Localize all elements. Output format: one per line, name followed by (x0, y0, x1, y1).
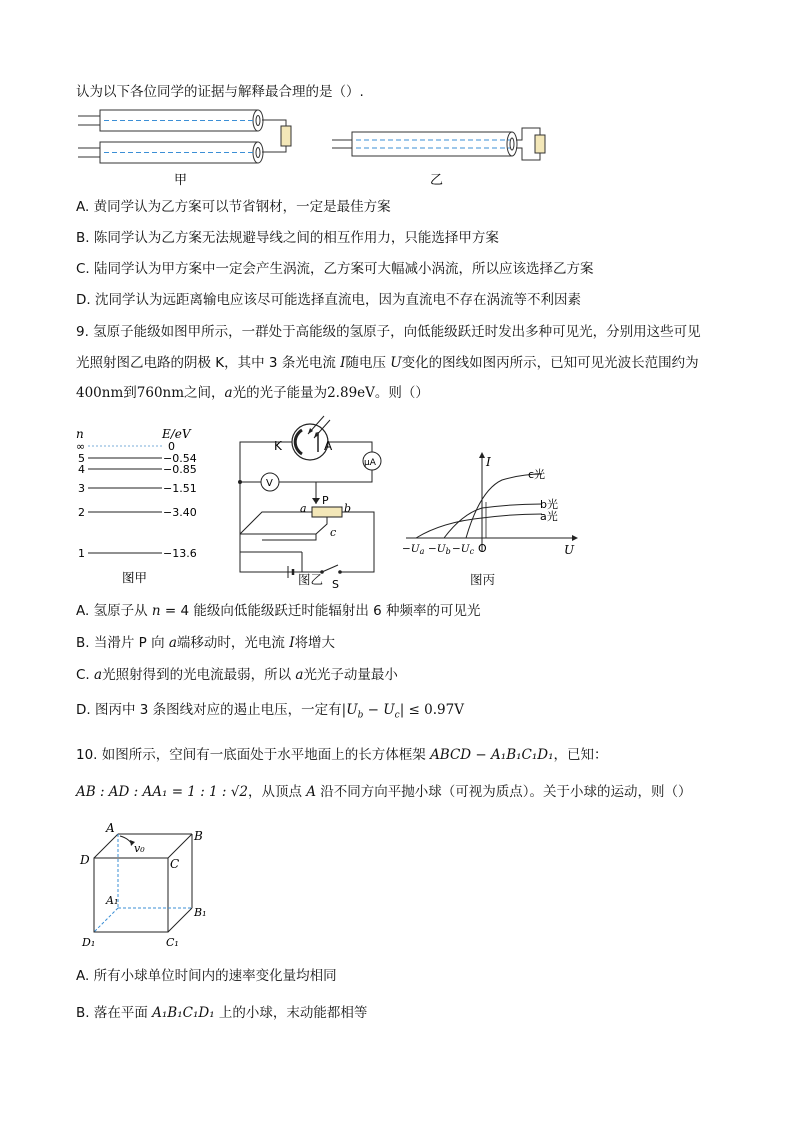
label-B1: B₁ (194, 906, 207, 919)
q10-option-b (76, 1003, 367, 1023)
q9-wavelength-max: 760nm (136, 385, 185, 401)
level-e-inf: 0 (168, 440, 175, 453)
q10-line1-part: ，已知： (553, 747, 608, 763)
switch-S (322, 565, 338, 572)
q10-line1-part: 10. 如图所示，空间有一底面处于水平地面上的长方体框架 (76, 747, 431, 763)
q10-line2-part: 沿不同方向平抛小球（可视为质点）。关于小球的运动，则（） (316, 784, 692, 800)
q9-optB-a: a (168, 635, 177, 651)
label-C1: C₁ (166, 936, 179, 949)
origin-O: O (478, 542, 487, 555)
q9-optC-part: 光照射得到的光电流最弱，所以 (102, 667, 296, 683)
tick-Uc: −Uc (452, 543, 475, 556)
q8-figure-jia (74, 104, 314, 188)
q9-optC-part: C. (76, 667, 95, 683)
q9-line3-part: 之间， (184, 385, 225, 401)
q8-option-a: A. 黄同学认为乙方案可以节省钢材，一定是最佳方案 (76, 199, 391, 215)
label-D1: D₁ (82, 936, 96, 949)
caption-jia: 图甲 (122, 570, 148, 585)
label-c-light: c光 (528, 468, 546, 481)
label-K: K (274, 439, 282, 453)
q8-stem: 认为以下各位同学的证据与解释最合理的是（）. (76, 84, 364, 100)
edge-BC (168, 834, 192, 858)
tick-Ua: −Ua (402, 543, 425, 556)
q8-figure-yi (330, 118, 560, 190)
slider-P (312, 498, 320, 504)
q8-option-c: C. 陆同学认为甲方案中一定会产生涡流，乙方案可大幅减小涡流，所以应该选择乙方案 (76, 261, 594, 277)
q9-optC-a2: a (295, 667, 304, 683)
cable-lower (78, 142, 263, 163)
label-B: B (194, 829, 203, 843)
level-n-inf: ∞ (76, 440, 86, 453)
level-n-1: 1 (78, 547, 85, 560)
curve-b (444, 504, 542, 538)
e-label: E/eV (162, 427, 191, 441)
axis-I: I (486, 455, 491, 469)
q9-optB-part: 将增大 (294, 635, 336, 651)
level-n-3: 3 (78, 482, 85, 495)
q10-box-name: ABCD − A₁B₁C₁D₁ (430, 747, 554, 763)
curve-a (416, 514, 542, 538)
q9-optC-a: a (94, 667, 103, 683)
resistor-yi (535, 135, 545, 153)
label-C: C (170, 857, 180, 871)
edge-AD (94, 834, 118, 858)
q9-line3-part: 光的光子能量为 (232, 385, 328, 401)
q9-line2-part: 随电压 (345, 355, 391, 371)
q10-vertex-A: A (306, 784, 316, 800)
label-v0: v₀ (134, 842, 145, 855)
edge-B1C1 (168, 908, 192, 932)
q8-option-b: B. 陈同学认为乙方案无法规避导线之间的相互作用力，只能选择甲方案 (76, 230, 499, 246)
label-a-light: a光 (540, 510, 558, 523)
q9-option-d (76, 700, 464, 726)
q10-line2-part: ，从顶点 (247, 784, 307, 800)
rheostat (312, 507, 342, 517)
n-label: n (76, 427, 84, 441)
label-c: c (330, 526, 337, 539)
q9-symbol-U: U (390, 355, 402, 371)
q9-optB-part: 端移动时，光电流 (176, 635, 290, 651)
fig-iu-curves (402, 452, 582, 562)
q9-optD-part: D. 图丙中 3 条图线对应的遏止电压，一定有 (76, 702, 342, 718)
tick-Ub: −Ub (428, 543, 451, 556)
label-A: A (106, 822, 115, 835)
q9-line3 (76, 383, 429, 403)
q9-optD-sub-b: b (357, 710, 364, 721)
q9-wavelength-min: 400nm (76, 385, 124, 401)
resistor-jia (281, 126, 291, 146)
label-uA: μA (364, 458, 376, 468)
caption-yi: 图乙 (298, 572, 324, 587)
level-n-2: 2 (78, 506, 85, 519)
q9-option-c (76, 665, 398, 685)
q9-symbol-a: a (224, 385, 233, 401)
label-P: P (322, 494, 329, 507)
q9-optA-part: A. 氢原子从 (76, 603, 152, 619)
q9-optD-formula: |U (341, 702, 358, 718)
label-b: b (344, 502, 352, 515)
fig-circuit (232, 412, 392, 588)
q10-option-a: A. 所有小球单位时间内的速率变化量均相同 (76, 968, 337, 984)
q10-optB-part: B. 落在平面 (76, 1005, 153, 1021)
cable-upper (78, 110, 263, 131)
q9-line2 (76, 353, 699, 373)
fig-energy-levels (74, 424, 214, 594)
q9-optD-formula: | ≤ 0.97V (399, 702, 464, 718)
level-e-5: −0.54 (163, 452, 197, 465)
q9-line2-part: 光照射图乙电路的阴极 K，其中 3 条光电流 (76, 355, 341, 371)
q9-optA-part: = 4 能级向低能级跃迁时能辐射出 6 种频率的可见光 (160, 603, 481, 619)
q9-optD-sub-c: c (394, 710, 400, 721)
q9-optB-part: B. 当滑片 P 向 (76, 635, 169, 651)
label-yi: 乙 (430, 173, 444, 188)
label-A1: A₁ (106, 894, 119, 907)
q9-optA-n: n (151, 603, 161, 619)
fig-cuboid (76, 822, 216, 952)
level-e-3: −1.51 (163, 482, 197, 495)
q9-line3-part: 。则（） (374, 385, 429, 401)
q9-option-b (76, 633, 335, 653)
q10-line2 (76, 782, 692, 802)
label-b-light: b光 (540, 498, 558, 511)
q9-option-a (76, 601, 481, 621)
q9-symbol-I: I (340, 355, 346, 371)
q10-optB-part: 上的小球，末动能都相等 (214, 1005, 368, 1021)
label-a: a (300, 502, 307, 515)
q9-photon-energy: 2.89eV (327, 385, 375, 401)
label-jia: 甲 (174, 173, 188, 188)
q9-line3-part: 到 (123, 385, 137, 401)
label-V: V (266, 478, 273, 489)
level-e-4: −0.85 (163, 463, 197, 476)
label-S: S (332, 578, 339, 588)
v0-arrow (120, 836, 132, 844)
edge-A1D1 (94, 908, 118, 932)
q9-line2-part: 变化的图线如图丙所示，已知可见光波长范围约为 (401, 355, 699, 371)
q10-ratio: AB : AD : AA₁ = 1 : 1 : √2 (76, 784, 248, 800)
caption-bing: 图丙 (470, 572, 496, 587)
level-e-2: −3.40 (163, 506, 197, 519)
q9-line1: 9. 氢原子能级如图甲所示，一群处于高能级的氢原子，向低能级跃迁时发出多种可见光，分别用这些可见 (76, 324, 701, 340)
level-n-4: 4 (78, 463, 85, 476)
q10-line1 (76, 745, 608, 765)
level-e-1: −13.6 (163, 547, 197, 560)
label-D: D (80, 853, 90, 867)
q9-optB-I: I (289, 635, 295, 651)
q9-optD-formula: − U (363, 702, 395, 718)
q9-optC-part: 光光子动量最小 (303, 667, 398, 683)
level-n-5: 5 (78, 452, 85, 465)
q10-optB-plane: A₁B₁C₁D₁ (152, 1005, 215, 1021)
q8-option-d: D. 沈同学认为远距离输电应该尽可能选择直流电，因为直流电不存在涡流等不利因素 (76, 292, 581, 308)
axis-U: U (564, 543, 575, 557)
label-A: A (324, 439, 333, 453)
